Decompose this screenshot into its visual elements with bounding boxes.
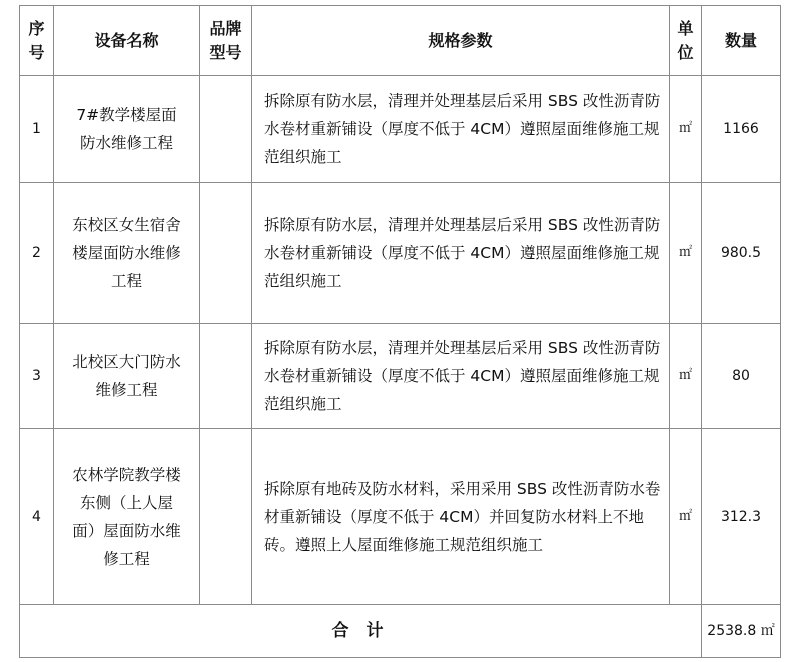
row-qty: 980.5 bbox=[702, 183, 781, 324]
header-qty: 数量 bbox=[702, 6, 781, 76]
row-index: 2 bbox=[20, 183, 54, 324]
row-name: 北校区大门防水维修工程 bbox=[54, 324, 200, 429]
row-unit: ㎡ bbox=[670, 183, 702, 324]
row-qty: 312.3 bbox=[702, 429, 781, 605]
row-unit: ㎡ bbox=[670, 76, 702, 183]
row-brand bbox=[200, 76, 252, 183]
table-row bbox=[20, 183, 781, 324]
table-row bbox=[20, 324, 781, 429]
header-brand: 品牌型号 bbox=[200, 6, 252, 76]
total-value: 2538.8 ㎡ bbox=[702, 605, 781, 658]
header-unit: 单位 bbox=[670, 6, 702, 76]
row-qty: 80 bbox=[702, 324, 781, 429]
row-brand bbox=[200, 429, 252, 605]
row-spec: 拆除原有防水层，清理并处理基层后采用 SBS 改性沥青防水卷材重新铺设（厚度不低于 4CM）遵照屋面维修施工规范组织施工 bbox=[252, 324, 670, 429]
total-row bbox=[20, 605, 781, 658]
row-unit: ㎡ bbox=[670, 429, 702, 605]
table-row bbox=[20, 76, 781, 183]
table-row bbox=[20, 429, 781, 605]
row-brand bbox=[200, 324, 252, 429]
quote-table bbox=[19, 5, 781, 658]
row-spec: 拆除原有地砖及防水材料，采用采用 SBS 改性沥青防水卷材重新铺设（厚度不低于 4CM）并回复防水材料上不地砖。遵照上人屋面维修施工规范组织施工 bbox=[252, 429, 670, 605]
header-index: 序号 bbox=[20, 6, 54, 76]
row-brand bbox=[200, 183, 252, 324]
row-name: 东校区女生宿舍楼屋面防水维修工程 bbox=[54, 183, 200, 324]
header-spec: 规格参数 bbox=[252, 6, 670, 76]
row-index: 3 bbox=[20, 324, 54, 429]
header-name: 设备名称 bbox=[54, 6, 200, 76]
row-spec: 拆除原有防水层，清理并处理基层后采用 SBS 改性沥青防水卷材重新铺设（厚度不低于 4CM）遵照屋面维修施工规范组织施工 bbox=[252, 76, 670, 183]
row-name: 农林学院教学楼东侧（上人屋面）屋面防水维修工程 bbox=[54, 429, 200, 605]
total-label: 合 计 bbox=[20, 605, 702, 658]
row-index: 1 bbox=[20, 76, 54, 183]
row-name: 7#教学楼屋面防水维修工程 bbox=[54, 76, 200, 183]
row-unit: ㎡ bbox=[670, 324, 702, 429]
row-qty: 1166 bbox=[702, 76, 781, 183]
header-row bbox=[20, 6, 781, 76]
row-spec: 拆除原有防水层，清理并处理基层后采用 SBS 改性沥青防水卷材重新铺设（厚度不低于 4CM）遵照屋面维修施工规范组织施工 bbox=[252, 183, 670, 324]
row-index: 4 bbox=[20, 429, 54, 605]
